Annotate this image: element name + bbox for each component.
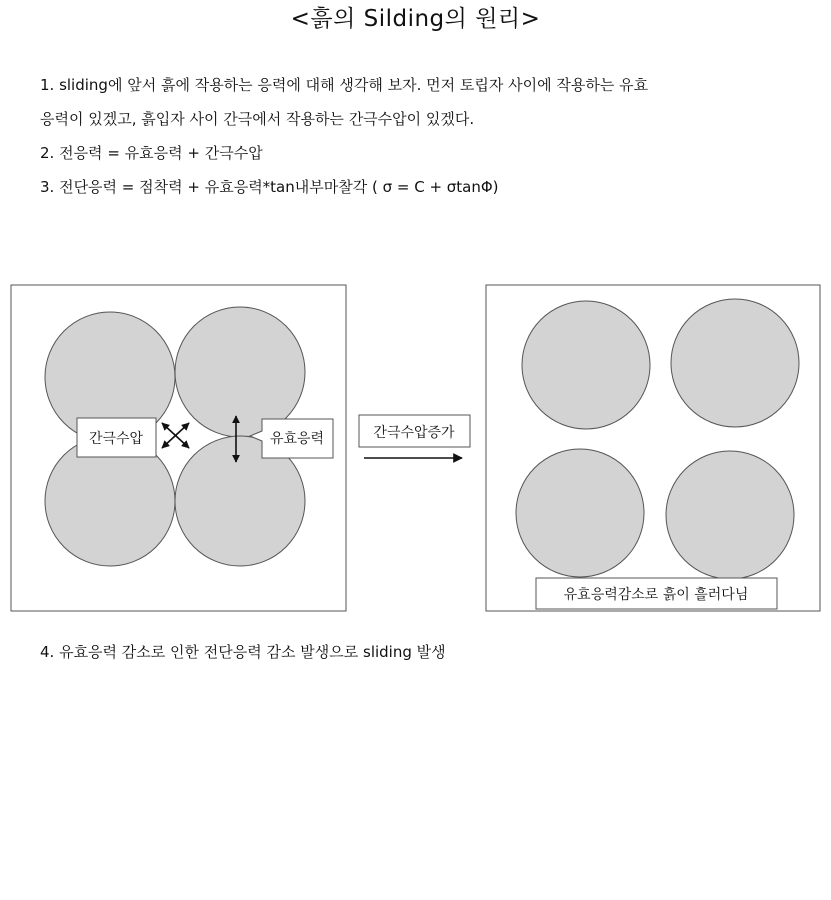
transition-arrow-group	[359, 415, 470, 458]
pore-pressure-increase-label: 간극수압증가	[373, 425, 455, 441]
soil-particle-top-right-separated	[671, 299, 799, 427]
paragraph-3: 3. 전단응력 = 점착력 + 유효응력*tan내부마찰각 ( σ = C + σtanΦ)	[40, 178, 499, 196]
soil-particle-bottom-left-separated	[516, 449, 644, 577]
sliding-diagram	[0, 276, 831, 621]
soil-particle-top-right	[175, 307, 305, 437]
pore-pressure-label: 간극수압	[88, 431, 144, 447]
soil-particle-bottom-right-separated	[666, 451, 794, 579]
paragraph-4: 4. 유효응력 감소로 인한 전단응력 감소 발생으로 sliding 발생	[40, 643, 446, 661]
effective-stress-label: 유효응력	[269, 431, 325, 447]
right-caption: 유효응력감소로 흙이 흘러다님	[563, 587, 749, 603]
paragraph-1-line-1: 1. sliding에 앞서 흙에 작용하는 응력에 대해 생각해 보자. 먼저 토립자 사이에 작용하는 유효	[40, 76, 649, 94]
soil-particle-top-left-separated	[522, 301, 650, 429]
paragraph-1-line-2: 응력이 있겠고, 흙입자 사이 간극에서 작용하는 간극수압이 있겠다.	[40, 110, 475, 128]
left-panel	[11, 285, 346, 611]
paragraph-2: 2. 전응력 = 유효응력 + 간극수압	[40, 144, 263, 162]
right-panel	[486, 285, 820, 611]
page-title: <흙의 Silding의 원리>	[290, 6, 541, 32]
